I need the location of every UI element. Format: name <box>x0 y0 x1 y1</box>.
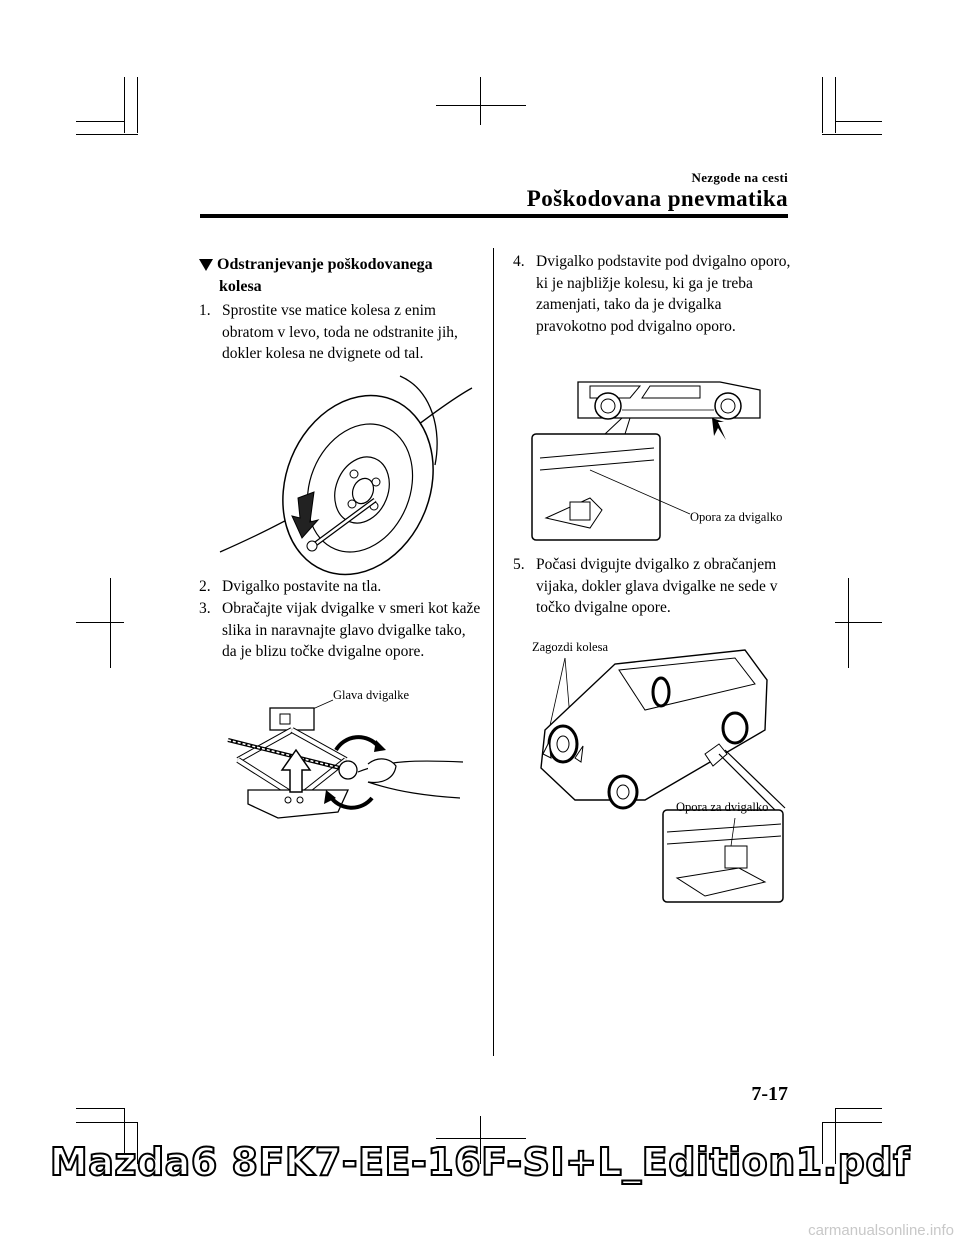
label-jack-head: Glava dvigalke <box>333 688 410 702</box>
crop-mark <box>835 77 836 133</box>
section-heading <box>199 254 479 298</box>
step-number: 3. <box>199 600 211 617</box>
step-2 <box>199 576 481 598</box>
car-raised-chocks-illustration <box>535 650 790 905</box>
step-text: Obračajte vijak dvigalke v smeri kot kaže slika in naravnajte glavo dvigalke tako, da je blizu točke dvigalne opore. <box>222 600 481 660</box>
crop-mark <box>848 578 849 668</box>
step-number: 4. <box>513 253 525 270</box>
triangle-bullet-icon <box>199 259 213 271</box>
label-wheel-chocks: Zagozdi kolesa <box>532 640 609 654</box>
crop-mark <box>835 1108 882 1109</box>
wheel-wrench-illustration <box>210 370 480 560</box>
crop-mark <box>124 77 125 133</box>
step-text: Počasi dvigujte dvigalko z obračanjem vijaka, dokler glava dvigalke ne sede v točko dvigalne opore. <box>536 556 778 616</box>
label-jack-point-1: Opora za dvigalko <box>690 510 783 524</box>
crop-mark <box>76 134 138 135</box>
section-heading-line1: Odstranjevanje poškodovanega <box>217 256 433 273</box>
crop-mark <box>76 1122 138 1123</box>
scissor-jack-illustration <box>218 700 478 830</box>
step-3 <box>199 598 481 663</box>
crop-mark <box>76 121 124 122</box>
step-number: 5. <box>513 556 525 573</box>
section-heading-line2: kolesa <box>219 278 262 295</box>
step-text: Sprostite vse matice kolesa z enim obratom v levo, toda ne odstranite jih, dokler kolesa ne dvignete od tal. <box>222 302 458 362</box>
page-title: Poškodovana pnevmatika <box>526 186 788 211</box>
watermark: carmanualsonline.info <box>808 1222 954 1239</box>
crop-mark <box>480 77 481 125</box>
crop-mark <box>835 622 882 623</box>
crop-mark <box>822 1122 882 1123</box>
step-number: 1. <box>199 302 211 319</box>
column-divider <box>493 248 494 1056</box>
step-number: 2. <box>199 578 211 595</box>
header-divider <box>200 214 788 218</box>
label-jack-point-2: Opora za dvigalko <box>676 800 769 814</box>
chapter-title: Nezgode na cesti <box>691 170 788 185</box>
step-1 <box>199 300 481 365</box>
crop-mark <box>835 121 882 122</box>
page-number: 7-17 <box>751 1083 788 1105</box>
crop-mark <box>76 1108 124 1109</box>
crop-mark <box>76 622 124 623</box>
step-4 <box>513 251 791 337</box>
crop-mark <box>822 134 882 135</box>
document-filename-footer: Mazda6 8FK7-EE-16F-SI+L_Edition1.pdf <box>49 1140 911 1184</box>
crop-mark <box>137 77 138 133</box>
crop-mark <box>436 1138 526 1139</box>
step-text: Dvigalko podstavite pod dvigalno oporo, ki je najbližje kolesu, ki ga je treba zamenjati, tako da je dvigalka pravokotno pod dvigalno oporo. <box>536 253 791 335</box>
crop-mark <box>436 105 526 106</box>
crop-mark <box>110 578 111 668</box>
step-text: Dvigalko postavite na tla. <box>222 578 382 595</box>
crop-mark <box>822 77 823 133</box>
step-5 <box>513 554 791 619</box>
